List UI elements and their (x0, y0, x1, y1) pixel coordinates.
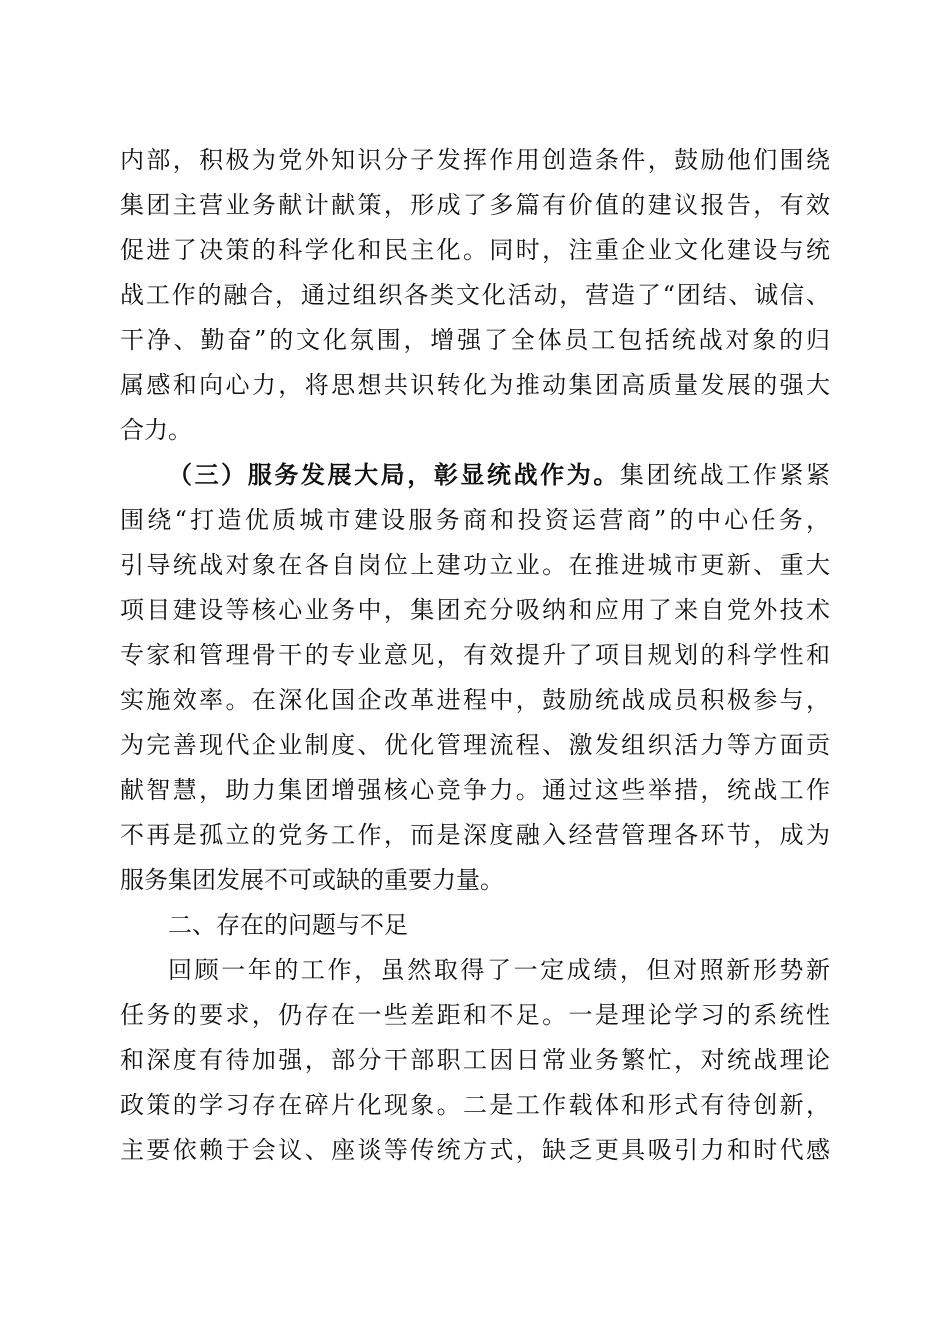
paragraph-line: 促进了决策的科学化和民主化。同时，注重企业文化建设与统 (120, 236, 830, 264)
paragraph-line: 主要依赖于会议、座谈等传统方式，缺乏更具吸引力和时代感 (120, 1136, 830, 1164)
paragraph-line: 不再是孤立的党务工作，而是深度融入经营管理各环节，成为 (120, 821, 830, 849)
paragraph-line: 专家和管理骨干的专业意见，有效提升了项目规划的科学性和 (120, 641, 830, 669)
paragraph-line: 献智慧，助力集团增强核心竞争力。通过这些举措，统战工作 (120, 776, 830, 804)
subsection-heading: （三）服务发展大局，彰显统战作为。 (168, 460, 620, 489)
paragraph-line: 实施效率。在深化国企改革进程中，鼓励统战成员积极参与， (120, 686, 830, 714)
paragraph-line: 政策的学习存在碎片化现象。二是工作载体和形式有待创新， (120, 1091, 830, 1119)
paragraph-line: 合力。 (120, 416, 192, 444)
paragraph-line: 干净、勤奋”的文化氛围，增强了全体员工包括统战对象的归 (120, 326, 830, 354)
section-heading: 二、存在的问题与不足 (168, 911, 408, 939)
subsection-first-line-text: 集团统战工作紧紧 (619, 461, 831, 489)
paragraph-line: 为完善现代企业制度、优化管理流程、激发组织活力等方面贡 (120, 731, 830, 759)
paragraph-line: 围绕“打造优质城市建设服务商和投资运营商”的中心任务， (120, 506, 830, 534)
paragraph-line: 集团主营业务献计献策，形成了多篇有价值的建议报告，有效 (120, 191, 830, 219)
subsection-first-line (168, 455, 830, 495)
paragraph-line: 和深度有待加强，部分干部职工因日常业务繁忙，对统战理论 (120, 1046, 830, 1074)
paragraph-line: 任务的要求，仍存在一些差距和不足。一是理论学习的系统性 (120, 1001, 830, 1029)
paragraph-first-line: 回顾一年的工作，虽然取得了一定成绩，但对照新形势新 (168, 956, 830, 984)
paragraph-line: 服务集团发展不可或缺的重要力量。 (120, 866, 504, 894)
paragraph-line: 属感和向心力，将思想共识转化为推动集团高质量发展的强大 (120, 371, 830, 399)
paragraph-line: 项目建设等核心业务中，集团充分吸纳和应用了来自党外技术 (120, 596, 830, 624)
paragraph-line: 引导统战对象在各自岗位上建功立业。在推进城市更新、重大 (120, 551, 830, 579)
paragraph-line: 战工作的融合，通过组织各类文化活动，营造了“团结、诚信、 (120, 281, 830, 309)
paragraph-line: 内部，积极为党外知识分子发挥作用创造条件，鼓励他们围绕 (120, 146, 830, 174)
